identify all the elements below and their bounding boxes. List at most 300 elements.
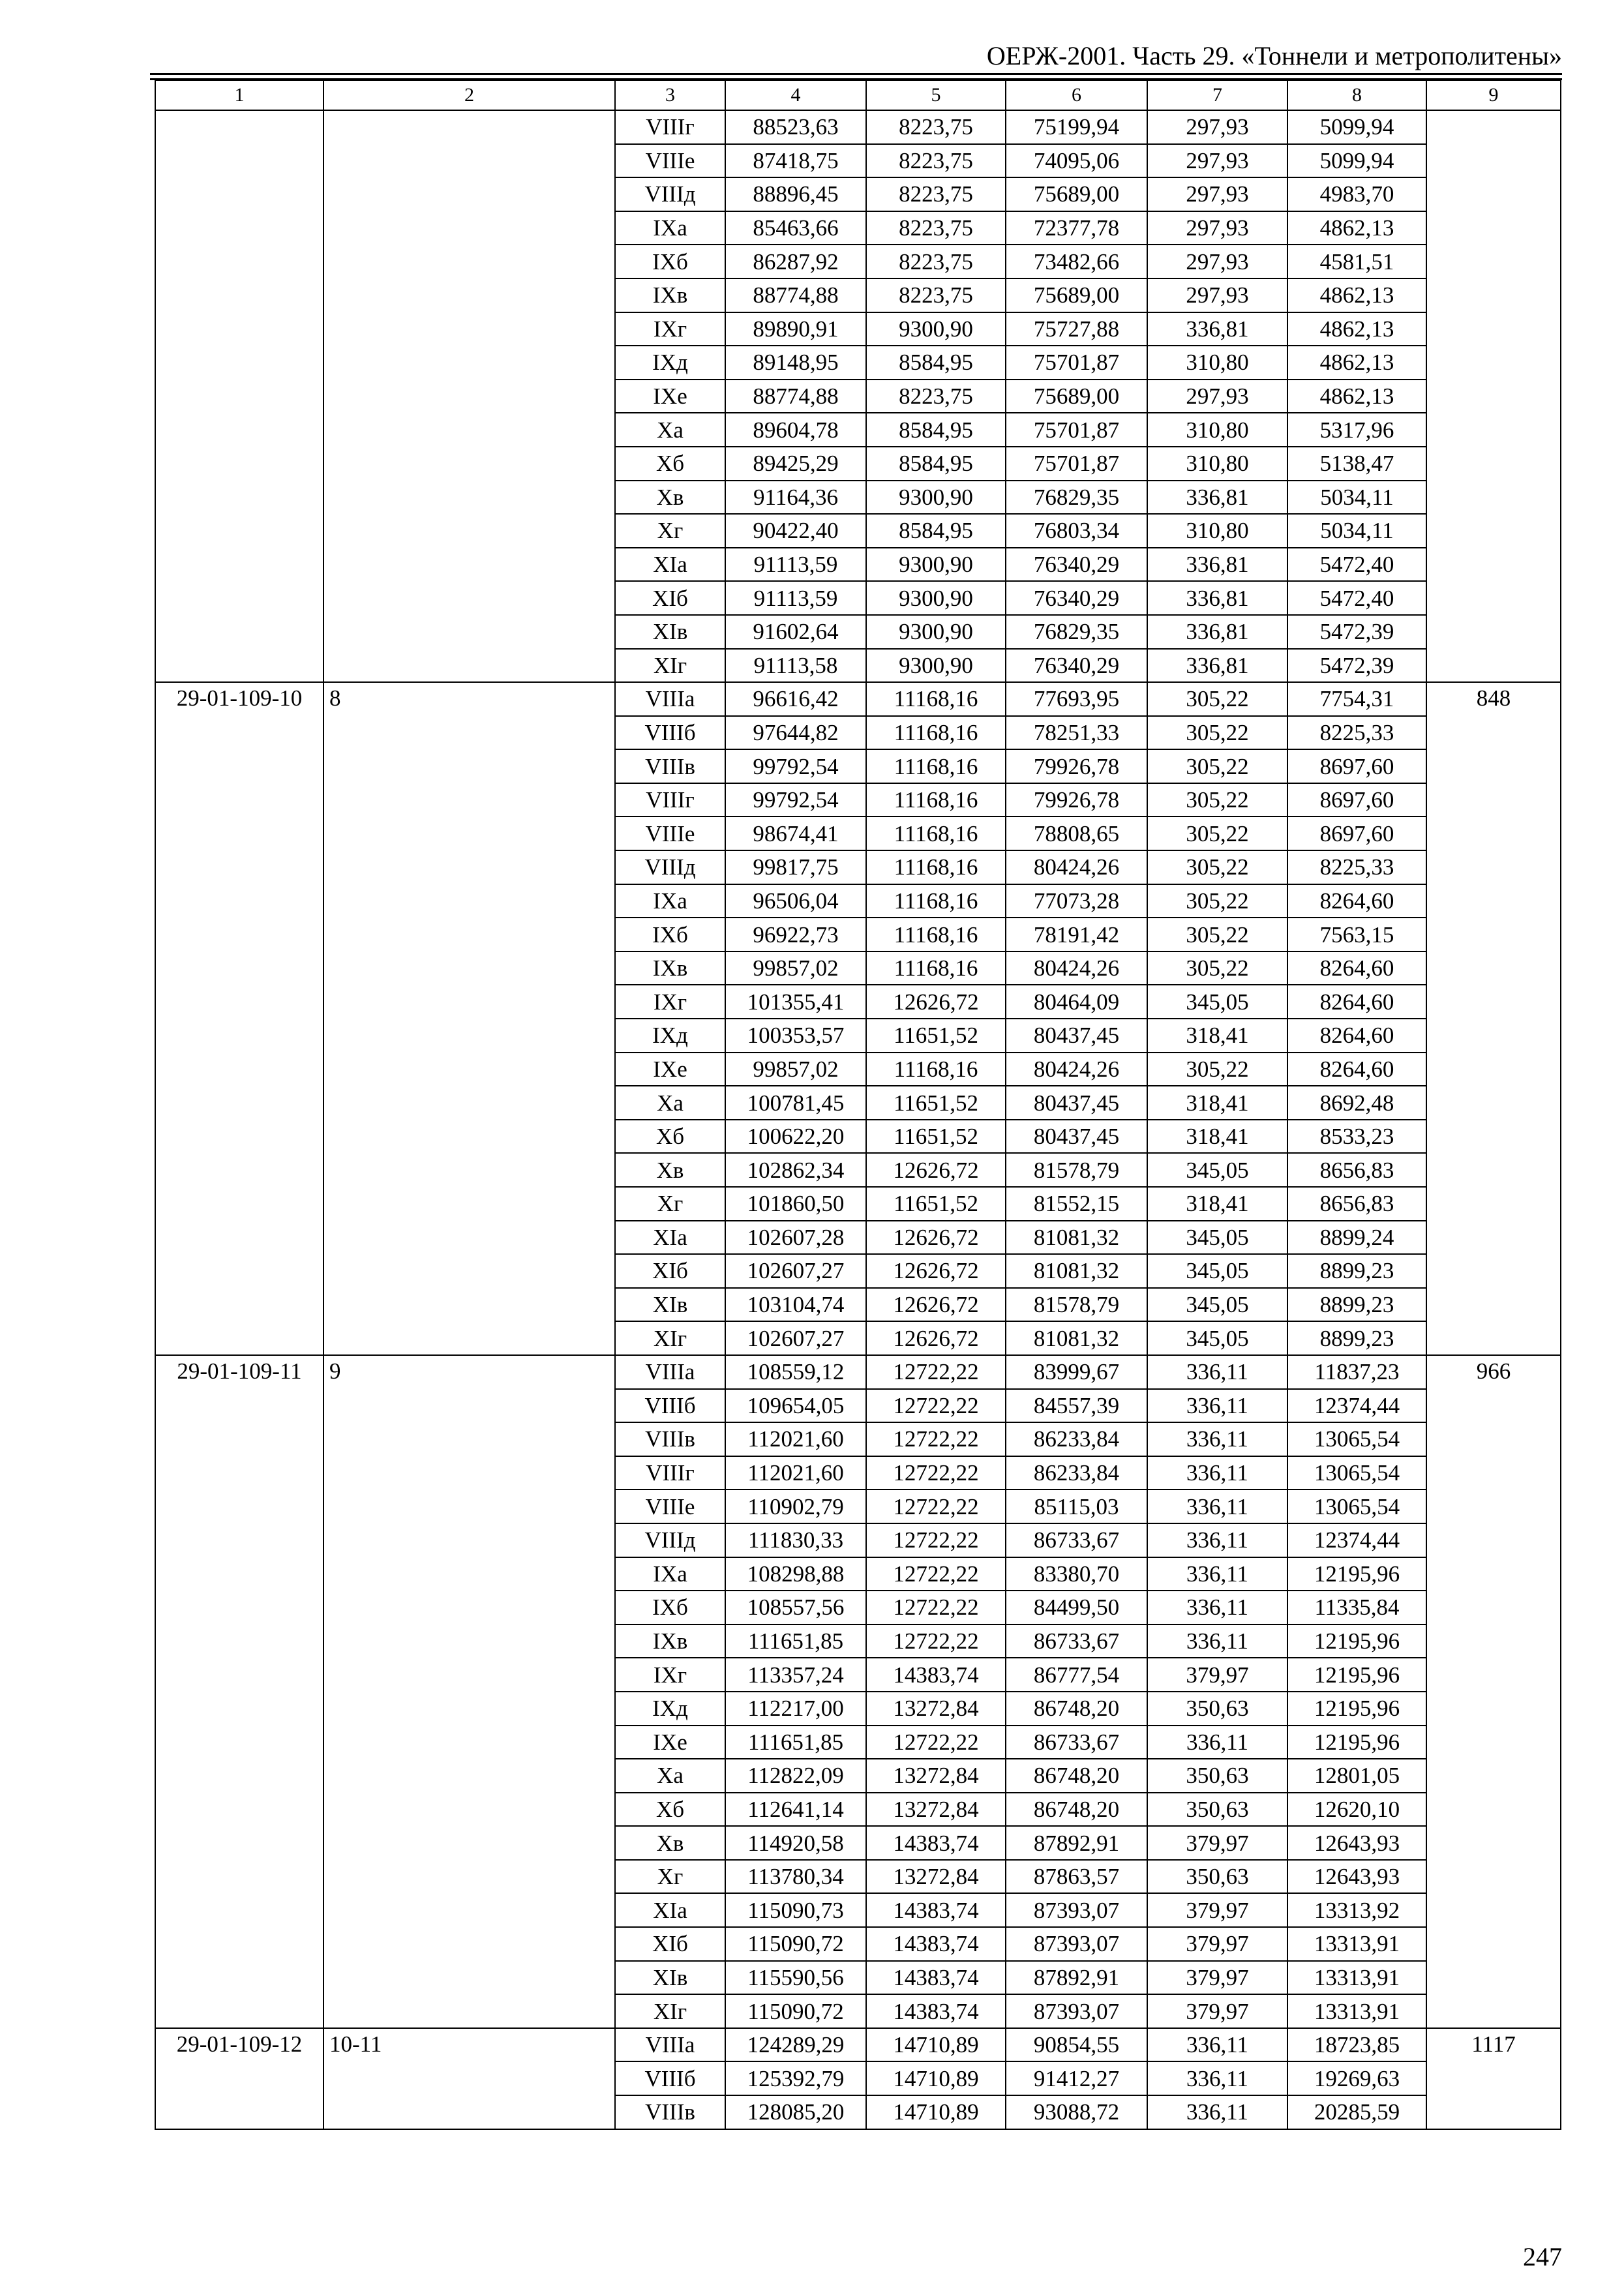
materials-cost-cell: 13313,91 bbox=[1287, 1927, 1426, 1961]
terrain-category-cell: Xг bbox=[615, 1187, 725, 1221]
total-cost-cell: 85463,66 bbox=[725, 211, 866, 245]
terrain-category-cell: VIIIб bbox=[615, 2061, 725, 2095]
wages-cell: 12722,22 bbox=[866, 1422, 1006, 1456]
machine-cost-cell: 84499,50 bbox=[1006, 1591, 1147, 1624]
materials-cost-cell: 8264,60 bbox=[1287, 951, 1426, 985]
terrain-category-cell: VIIIг bbox=[615, 1456, 725, 1490]
total-cost-cell: 91113,58 bbox=[725, 649, 866, 683]
machine-cost-cell: 86748,20 bbox=[1006, 1692, 1147, 1726]
total-cost-cell: 108298,88 bbox=[725, 1557, 866, 1591]
terrain-category-cell: XIб bbox=[615, 581, 725, 615]
materials-cost-cell: 8899,23 bbox=[1287, 1254, 1426, 1288]
column-9-cell: 1117 bbox=[1426, 2028, 1561, 2129]
machine-cost-cell: 81578,79 bbox=[1006, 1288, 1147, 1322]
terrain-category-cell: VIIIв bbox=[615, 749, 725, 783]
wages-cell: 11651,52 bbox=[866, 1019, 1006, 1053]
terrain-category-cell: VIIIв bbox=[615, 1422, 725, 1456]
terrain-category-cell: Xв bbox=[615, 481, 725, 515]
terrain-category-cell: VIIIд bbox=[615, 850, 725, 884]
wages-cell: 14383,74 bbox=[866, 1961, 1006, 1995]
wages-cell: 8223,75 bbox=[866, 177, 1006, 211]
machine-cost-cell: 75701,87 bbox=[1006, 413, 1147, 447]
machinist-wages-cell: 318,41 bbox=[1147, 1120, 1287, 1154]
machine-cost-cell: 80464,09 bbox=[1006, 985, 1147, 1019]
total-cost-cell: 115090,73 bbox=[725, 1893, 866, 1927]
total-cost-cell: 111830,33 bbox=[725, 1523, 866, 1557]
materials-cost-cell: 12374,44 bbox=[1287, 1389, 1426, 1423]
wages-cell: 11168,16 bbox=[866, 682, 1006, 716]
wages-cell: 14383,74 bbox=[866, 1893, 1006, 1927]
machinist-wages-cell: 336,81 bbox=[1147, 649, 1287, 683]
machine-cost-cell: 73482,66 bbox=[1006, 245, 1147, 278]
materials-cost-cell: 5472,40 bbox=[1287, 581, 1426, 615]
machine-cost-cell: 80424,26 bbox=[1006, 850, 1147, 884]
terrain-category-cell: XIв bbox=[615, 1961, 725, 1995]
materials-cost-cell: 5034,11 bbox=[1287, 514, 1426, 548]
terrain-category-cell: VIIIе bbox=[615, 1489, 725, 1523]
wages-cell: 14383,74 bbox=[866, 1927, 1006, 1961]
rate-code-cell bbox=[155, 110, 323, 682]
machinist-wages-cell: 305,22 bbox=[1147, 816, 1287, 850]
group-number-cell bbox=[323, 110, 615, 682]
wages-cell: 12626,72 bbox=[866, 1254, 1006, 1288]
terrain-category-cell: Xа bbox=[615, 413, 725, 447]
terrain-category-cell: IXг bbox=[615, 1658, 725, 1692]
wages-cell: 14383,74 bbox=[866, 1658, 1006, 1692]
materials-cost-cell: 12195,96 bbox=[1287, 1726, 1426, 1759]
machine-cost-cell: 80424,26 bbox=[1006, 1053, 1147, 1086]
total-cost-cell: 91602,64 bbox=[725, 615, 866, 649]
machine-cost-cell: 79926,78 bbox=[1006, 749, 1147, 783]
wages-cell: 12626,72 bbox=[866, 1221, 1006, 1255]
terrain-category-cell: XIв bbox=[615, 615, 725, 649]
total-cost-cell: 96922,73 bbox=[725, 918, 866, 951]
wages-cell: 12722,22 bbox=[866, 1355, 1006, 1389]
machine-cost-cell: 83380,70 bbox=[1006, 1557, 1147, 1591]
materials-cost-cell: 13313,91 bbox=[1287, 1961, 1426, 1995]
materials-cost-cell: 7563,15 bbox=[1287, 918, 1426, 951]
total-cost-cell: 109654,05 bbox=[725, 1389, 866, 1423]
machine-cost-cell: 76829,35 bbox=[1006, 481, 1147, 515]
total-cost-cell: 102862,34 bbox=[725, 1153, 866, 1187]
materials-cost-cell: 20285,59 bbox=[1287, 2095, 1426, 2129]
terrain-category-cell: VIIIв bbox=[615, 2095, 725, 2129]
total-cost-cell: 112641,14 bbox=[725, 1793, 866, 1827]
machinist-wages-cell: 345,05 bbox=[1147, 1288, 1287, 1322]
total-cost-cell: 108557,56 bbox=[725, 1591, 866, 1624]
terrain-category-cell: IXа bbox=[615, 884, 725, 918]
wages-cell: 14710,89 bbox=[866, 2095, 1006, 2129]
terrain-category-cell: IXб bbox=[615, 1591, 725, 1624]
machinist-wages-cell: 379,97 bbox=[1147, 1893, 1287, 1927]
total-cost-cell: 99792,54 bbox=[725, 749, 866, 783]
wages-cell: 13272,84 bbox=[866, 1759, 1006, 1793]
wages-cell: 11168,16 bbox=[866, 884, 1006, 918]
materials-cost-cell: 8533,23 bbox=[1287, 1120, 1426, 1154]
column-9-cell: 966 bbox=[1426, 1355, 1561, 2028]
rate-code-cell: 29-01-109-11 bbox=[155, 1355, 323, 2028]
machine-cost-cell: 81081,32 bbox=[1006, 1254, 1147, 1288]
machinist-wages-cell: 318,41 bbox=[1147, 1086, 1287, 1120]
price-table bbox=[155, 80, 1561, 2130]
materials-cost-cell: 4983,70 bbox=[1287, 177, 1426, 211]
materials-cost-cell: 12195,96 bbox=[1287, 1658, 1426, 1692]
machinist-wages-cell: 345,05 bbox=[1147, 1254, 1287, 1288]
wages-cell: 12722,22 bbox=[866, 1591, 1006, 1624]
terrain-category-cell: Xв bbox=[615, 1153, 725, 1187]
materials-cost-cell: 8697,60 bbox=[1287, 749, 1426, 783]
machine-cost-cell: 78808,65 bbox=[1006, 816, 1147, 850]
total-cost-cell: 100622,20 bbox=[725, 1120, 866, 1154]
machinist-wages-cell: 336,11 bbox=[1147, 1523, 1287, 1557]
terrain-category-cell: IXд bbox=[615, 346, 725, 380]
terrain-category-cell: Xб bbox=[615, 1120, 725, 1154]
materials-cost-cell: 12195,96 bbox=[1287, 1557, 1426, 1591]
machine-cost-cell: 75727,88 bbox=[1006, 312, 1147, 346]
total-cost-cell: 102607,28 bbox=[725, 1221, 866, 1255]
table-row bbox=[155, 110, 1561, 144]
machinist-wages-cell: 297,93 bbox=[1147, 211, 1287, 245]
wages-cell: 14710,89 bbox=[866, 2061, 1006, 2095]
machinist-wages-cell: 345,05 bbox=[1147, 1221, 1287, 1255]
terrain-category-cell: VIIIа bbox=[615, 682, 725, 716]
machine-cost-cell: 75701,87 bbox=[1006, 346, 1147, 380]
terrain-category-cell: XIб bbox=[615, 1254, 725, 1288]
wages-cell: 12722,22 bbox=[866, 1523, 1006, 1557]
wages-cell: 14710,89 bbox=[866, 2028, 1006, 2062]
machine-cost-cell: 87863,57 bbox=[1006, 1860, 1147, 1894]
machinist-wages-cell: 336,11 bbox=[1147, 1489, 1287, 1523]
total-cost-cell: 110902,79 bbox=[725, 1489, 866, 1523]
machinist-wages-cell: 336,81 bbox=[1147, 548, 1287, 582]
terrain-category-cell: XIг bbox=[615, 649, 725, 683]
machinist-wages-cell: 350,63 bbox=[1147, 1793, 1287, 1827]
terrain-category-cell: IXв bbox=[615, 1624, 725, 1658]
total-cost-cell: 113357,24 bbox=[725, 1658, 866, 1692]
machine-cost-cell: 86733,67 bbox=[1006, 1624, 1147, 1658]
machine-cost-cell: 86777,54 bbox=[1006, 1658, 1147, 1692]
rate-code-cell: 29-01-109-10 bbox=[155, 682, 323, 1355]
total-cost-cell: 96616,42 bbox=[725, 682, 866, 716]
terrain-category-cell: Xг bbox=[615, 1860, 725, 1894]
machine-cost-cell: 75689,00 bbox=[1006, 177, 1147, 211]
column-number: 2 bbox=[323, 80, 615, 110]
column-number: 7 bbox=[1147, 80, 1287, 110]
wages-cell: 12722,22 bbox=[866, 1726, 1006, 1759]
total-cost-cell: 112021,60 bbox=[725, 1422, 866, 1456]
header-rule bbox=[150, 73, 1562, 75]
materials-cost-cell: 5099,94 bbox=[1287, 144, 1426, 178]
machine-cost-cell: 75199,94 bbox=[1006, 110, 1147, 144]
machinist-wages-cell: 297,93 bbox=[1147, 110, 1287, 144]
terrain-category-cell: IXе bbox=[615, 1726, 725, 1759]
terrain-category-cell: XIг bbox=[615, 1321, 725, 1355]
machinist-wages-cell: 310,80 bbox=[1147, 346, 1287, 380]
machine-cost-cell: 87393,07 bbox=[1006, 1893, 1147, 1927]
machinist-wages-cell: 336,81 bbox=[1147, 481, 1287, 515]
machine-cost-cell: 87892,91 bbox=[1006, 1961, 1147, 1995]
page-number: 247 bbox=[1523, 2242, 1562, 2271]
machinist-wages-cell: 305,22 bbox=[1147, 749, 1287, 783]
terrain-category-cell: IXа bbox=[615, 1557, 725, 1591]
wages-cell: 11168,16 bbox=[866, 1053, 1006, 1086]
wages-cell: 13272,84 bbox=[866, 1692, 1006, 1726]
materials-cost-cell: 19269,63 bbox=[1287, 2061, 1426, 2095]
machinist-wages-cell: 297,93 bbox=[1147, 245, 1287, 278]
total-cost-cell: 102607,27 bbox=[725, 1254, 866, 1288]
machine-cost-cell: 87393,07 bbox=[1006, 1927, 1147, 1961]
wages-cell: 11168,16 bbox=[866, 816, 1006, 850]
wages-cell: 11168,16 bbox=[866, 951, 1006, 985]
materials-cost-cell: 8264,60 bbox=[1287, 985, 1426, 1019]
machine-cost-cell: 81081,32 bbox=[1006, 1321, 1147, 1355]
machinist-wages-cell: 297,93 bbox=[1147, 177, 1287, 211]
wages-cell: 8223,75 bbox=[866, 144, 1006, 178]
machinist-wages-cell: 336,11 bbox=[1147, 1624, 1287, 1658]
materials-cost-cell: 8225,33 bbox=[1287, 716, 1426, 750]
terrain-category-cell: VIIIб bbox=[615, 716, 725, 750]
rate-code-cell: 29-01-109-12 bbox=[155, 2028, 323, 2129]
wages-cell: 11168,16 bbox=[866, 850, 1006, 884]
terrain-category-cell: VIIIг bbox=[615, 110, 725, 144]
machinist-wages-cell: 345,05 bbox=[1147, 1153, 1287, 1187]
materials-cost-cell: 4862,13 bbox=[1287, 380, 1426, 413]
machinist-wages-cell: 379,97 bbox=[1147, 1927, 1287, 1961]
total-cost-cell: 111651,85 bbox=[725, 1726, 866, 1759]
machinist-wages-cell: 379,97 bbox=[1147, 1658, 1287, 1692]
column-number: 3 bbox=[615, 80, 725, 110]
total-cost-cell: 113780,34 bbox=[725, 1860, 866, 1894]
machinist-wages-cell: 345,05 bbox=[1147, 1321, 1287, 1355]
wages-cell: 12722,22 bbox=[866, 1557, 1006, 1591]
materials-cost-cell: 8697,60 bbox=[1287, 816, 1426, 850]
machinist-wages-cell: 336,11 bbox=[1147, 1355, 1287, 1389]
wages-cell: 12722,22 bbox=[866, 1489, 1006, 1523]
machine-cost-cell: 87393,07 bbox=[1006, 1994, 1147, 2028]
machine-cost-cell: 76340,29 bbox=[1006, 548, 1147, 582]
total-cost-cell: 103104,74 bbox=[725, 1288, 866, 1322]
terrain-category-cell: XIа bbox=[615, 1221, 725, 1255]
wages-cell: 11651,52 bbox=[866, 1120, 1006, 1154]
machine-cost-cell: 81081,32 bbox=[1006, 1221, 1147, 1255]
materials-cost-cell: 5317,96 bbox=[1287, 413, 1426, 447]
materials-cost-cell: 4862,13 bbox=[1287, 346, 1426, 380]
machine-cost-cell: 80437,45 bbox=[1006, 1086, 1147, 1120]
terrain-category-cell: IXа bbox=[615, 211, 725, 245]
materials-cost-cell: 8656,83 bbox=[1287, 1153, 1426, 1187]
machinist-wages-cell: 305,22 bbox=[1147, 716, 1287, 750]
wages-cell: 12626,72 bbox=[866, 1288, 1006, 1322]
machinist-wages-cell: 310,80 bbox=[1147, 413, 1287, 447]
machine-cost-cell: 75689,00 bbox=[1006, 278, 1147, 312]
terrain-category-cell: Xг bbox=[615, 514, 725, 548]
materials-cost-cell: 8692,48 bbox=[1287, 1086, 1426, 1120]
machinist-wages-cell: 336,81 bbox=[1147, 615, 1287, 649]
machinist-wages-cell: 345,05 bbox=[1147, 985, 1287, 1019]
machinist-wages-cell: 310,80 bbox=[1147, 514, 1287, 548]
total-cost-cell: 89890,91 bbox=[725, 312, 866, 346]
materials-cost-cell: 11335,84 bbox=[1287, 1591, 1426, 1624]
machine-cost-cell: 86748,20 bbox=[1006, 1759, 1147, 1793]
wages-cell: 8584,95 bbox=[866, 514, 1006, 548]
machine-cost-cell: 72377,78 bbox=[1006, 211, 1147, 245]
wages-cell: 11168,16 bbox=[866, 749, 1006, 783]
terrain-category-cell: IXв bbox=[615, 951, 725, 985]
wages-cell: 9300,90 bbox=[866, 481, 1006, 515]
machine-cost-cell: 76340,29 bbox=[1006, 649, 1147, 683]
total-cost-cell: 91164,36 bbox=[725, 481, 866, 515]
machine-cost-cell: 79926,78 bbox=[1006, 783, 1147, 817]
terrain-category-cell: IXв bbox=[615, 278, 725, 312]
materials-cost-cell: 11837,23 bbox=[1287, 1355, 1426, 1389]
machine-cost-cell: 76829,35 bbox=[1006, 615, 1147, 649]
terrain-category-cell: Xб bbox=[615, 1793, 725, 1827]
total-cost-cell: 86287,92 bbox=[725, 245, 866, 278]
total-cost-cell: 88774,88 bbox=[725, 380, 866, 413]
terrain-category-cell: IXе bbox=[615, 380, 725, 413]
terrain-category-cell: Xб bbox=[615, 447, 725, 481]
terrain-category-cell: IXб bbox=[615, 245, 725, 278]
machinist-wages-cell: 297,93 bbox=[1147, 380, 1287, 413]
machine-cost-cell: 91412,27 bbox=[1006, 2061, 1147, 2095]
machine-cost-cell: 84557,39 bbox=[1006, 1389, 1147, 1423]
materials-cost-cell: 8264,60 bbox=[1287, 884, 1426, 918]
total-cost-cell: 88523,63 bbox=[725, 110, 866, 144]
materials-cost-cell: 5138,47 bbox=[1287, 447, 1426, 481]
total-cost-cell: 115090,72 bbox=[725, 1994, 866, 2028]
machinist-wages-cell: 379,97 bbox=[1147, 1994, 1287, 2028]
materials-cost-cell: 5099,94 bbox=[1287, 110, 1426, 144]
column-number: 6 bbox=[1006, 80, 1147, 110]
wages-cell: 12626,72 bbox=[866, 1153, 1006, 1187]
table-row bbox=[155, 682, 1561, 716]
machinist-wages-cell: 336,11 bbox=[1147, 1422, 1287, 1456]
table-body bbox=[155, 80, 1561, 2129]
terrain-category-cell: VIIIе bbox=[615, 816, 725, 850]
wages-cell: 8223,75 bbox=[866, 110, 1006, 144]
terrain-category-cell: IXд bbox=[615, 1019, 725, 1053]
wages-cell: 11168,16 bbox=[866, 918, 1006, 951]
terrain-category-cell: VIIIб bbox=[615, 1389, 725, 1423]
materials-cost-cell: 8225,33 bbox=[1287, 850, 1426, 884]
machinist-wages-cell: 297,93 bbox=[1147, 278, 1287, 312]
machinist-wages-cell: 305,22 bbox=[1147, 783, 1287, 817]
total-cost-cell: 115590,56 bbox=[725, 1961, 866, 1995]
machine-cost-cell: 85115,03 bbox=[1006, 1489, 1147, 1523]
total-cost-cell: 88896,45 bbox=[725, 177, 866, 211]
terrain-category-cell: XIг bbox=[615, 1994, 725, 2028]
wages-cell: 12722,22 bbox=[866, 1624, 1006, 1658]
machine-cost-cell: 87892,91 bbox=[1006, 1826, 1147, 1860]
total-cost-cell: 91113,59 bbox=[725, 548, 866, 582]
machinist-wages-cell: 336,11 bbox=[1147, 1726, 1287, 1759]
machinist-wages-cell: 318,41 bbox=[1147, 1187, 1287, 1221]
machinist-wages-cell: 318,41 bbox=[1147, 1019, 1287, 1053]
wages-cell: 12722,22 bbox=[866, 1456, 1006, 1490]
total-cost-cell: 89425,29 bbox=[725, 447, 866, 481]
machinist-wages-cell: 305,22 bbox=[1147, 682, 1287, 716]
total-cost-cell: 98674,41 bbox=[725, 816, 866, 850]
total-cost-cell: 101860,50 bbox=[725, 1187, 866, 1221]
machinist-wages-cell: 336,81 bbox=[1147, 581, 1287, 615]
wages-cell: 13272,84 bbox=[866, 1860, 1006, 1894]
page-header: ОЕРЖ-2001. Часть 29. «Тоннели и метрополитены» bbox=[986, 41, 1562, 70]
total-cost-cell: 99857,02 bbox=[725, 1053, 866, 1086]
machine-cost-cell: 75701,87 bbox=[1006, 447, 1147, 481]
total-cost-cell: 96506,04 bbox=[725, 884, 866, 918]
wages-cell: 12722,22 bbox=[866, 1389, 1006, 1423]
machinist-wages-cell: 336,11 bbox=[1147, 2028, 1287, 2062]
machine-cost-cell: 75689,00 bbox=[1006, 380, 1147, 413]
machine-cost-cell: 78191,42 bbox=[1006, 918, 1147, 951]
total-cost-cell: 87418,75 bbox=[725, 144, 866, 178]
wages-cell: 8584,95 bbox=[866, 447, 1006, 481]
machine-cost-cell: 90854,55 bbox=[1006, 2028, 1147, 2062]
materials-cost-cell: 12195,96 bbox=[1287, 1692, 1426, 1726]
table-row bbox=[155, 2028, 1561, 2062]
total-cost-cell: 90422,40 bbox=[725, 514, 866, 548]
terrain-category-cell: IXд bbox=[615, 1692, 725, 1726]
terrain-category-cell: Xа bbox=[615, 1759, 725, 1793]
machine-cost-cell: 93088,72 bbox=[1006, 2095, 1147, 2129]
machine-cost-cell: 76803,34 bbox=[1006, 514, 1147, 548]
wages-cell: 11651,52 bbox=[866, 1086, 1006, 1120]
wages-cell: 14383,74 bbox=[866, 1826, 1006, 1860]
machine-cost-cell: 86733,67 bbox=[1006, 1523, 1147, 1557]
total-cost-cell: 91113,59 bbox=[725, 581, 866, 615]
materials-cost-cell: 8899,24 bbox=[1287, 1221, 1426, 1255]
group-number-cell: 10-11 bbox=[323, 2028, 615, 2129]
machinist-wages-cell: 336,11 bbox=[1147, 1456, 1287, 1490]
total-cost-cell: 112021,60 bbox=[725, 1456, 866, 1490]
wages-cell: 8584,95 bbox=[866, 346, 1006, 380]
materials-cost-cell: 8656,83 bbox=[1287, 1187, 1426, 1221]
column-9-cell: 848 bbox=[1426, 682, 1561, 1355]
machinist-wages-cell: 336,11 bbox=[1147, 2095, 1287, 2129]
machinist-wages-cell: 336,11 bbox=[1147, 1389, 1287, 1423]
machinist-wages-cell: 336,11 bbox=[1147, 2061, 1287, 2095]
machinist-wages-cell: 379,97 bbox=[1147, 1826, 1287, 1860]
terrain-category-cell: Xа bbox=[615, 1086, 725, 1120]
wages-cell: 8223,75 bbox=[866, 245, 1006, 278]
materials-cost-cell: 12801,05 bbox=[1287, 1759, 1426, 1793]
total-cost-cell: 128085,20 bbox=[725, 2095, 866, 2129]
materials-cost-cell: 12643,93 bbox=[1287, 1826, 1426, 1860]
materials-cost-cell: 18723,85 bbox=[1287, 2028, 1426, 2062]
group-number-cell: 8 bbox=[323, 682, 615, 1355]
wages-cell: 8223,75 bbox=[866, 380, 1006, 413]
machine-cost-cell: 86733,67 bbox=[1006, 1726, 1147, 1759]
machinist-wages-cell: 305,22 bbox=[1147, 850, 1287, 884]
materials-cost-cell: 8264,60 bbox=[1287, 1053, 1426, 1086]
machinist-wages-cell: 336,11 bbox=[1147, 1557, 1287, 1591]
machinist-wages-cell: 350,63 bbox=[1147, 1692, 1287, 1726]
total-cost-cell: 97644,82 bbox=[725, 716, 866, 750]
terrain-category-cell: XIб bbox=[615, 1927, 725, 1961]
machine-cost-cell: 74095,06 bbox=[1006, 144, 1147, 178]
wages-cell: 9300,90 bbox=[866, 615, 1006, 649]
machinist-wages-cell: 379,97 bbox=[1147, 1961, 1287, 1995]
materials-cost-cell: 7754,31 bbox=[1287, 682, 1426, 716]
materials-cost-cell: 5472,40 bbox=[1287, 548, 1426, 582]
wages-cell: 11168,16 bbox=[866, 716, 1006, 750]
column-9-cell bbox=[1426, 110, 1561, 682]
materials-cost-cell: 13313,92 bbox=[1287, 1893, 1426, 1927]
materials-cost-cell: 8899,23 bbox=[1287, 1321, 1426, 1355]
materials-cost-cell: 13065,54 bbox=[1287, 1456, 1426, 1490]
materials-cost-cell: 4862,13 bbox=[1287, 312, 1426, 346]
wages-cell: 14383,74 bbox=[866, 1994, 1006, 2028]
